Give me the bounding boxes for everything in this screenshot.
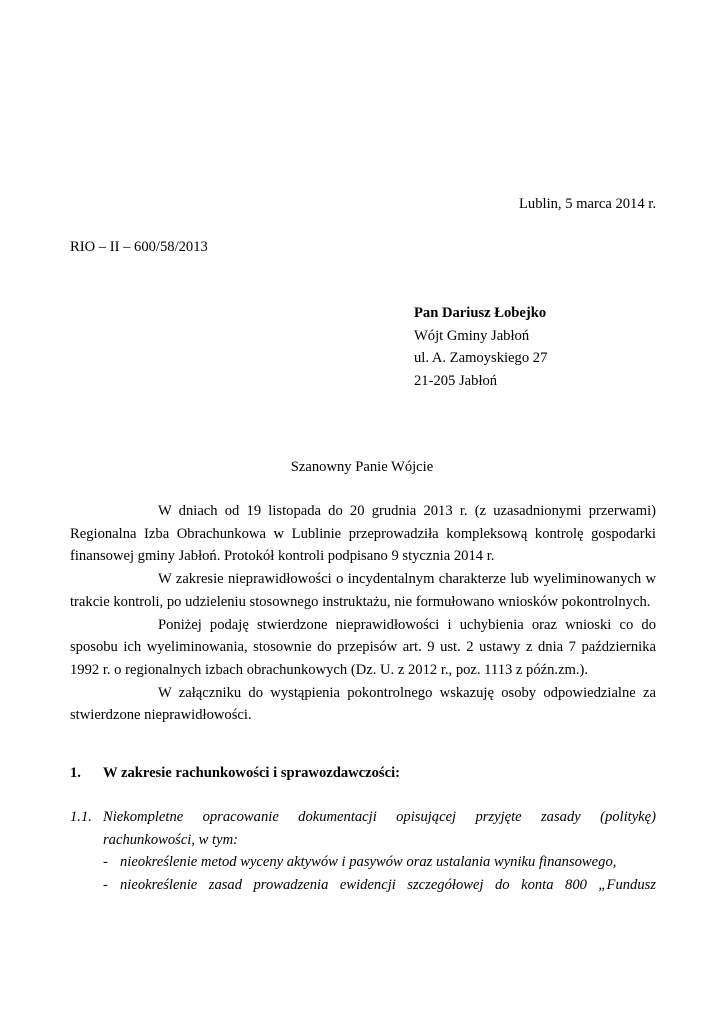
letter-body [70,500,656,727]
list-item-text: nieokreślenie metod wyceny aktywów i pasywów oraz ustalania wyniku finansowego, [120,854,617,871]
paragraph: W załączniku do wystąpienia pokontrolnego wskazuję osoby odpowiedzialne za stwierdzone nieprawidłowości. [70,684,656,724]
recipient-address [414,302,547,392]
letter-date: Lublin, 5 marca 2014 r. [519,196,656,212]
subsection-item [70,806,656,851]
list-item [70,874,656,897]
list-item [70,851,656,874]
paragraph: Poniżej podaję stwierdzone nieprawidłowości i uchybienia oraz wnioski co do sposobu ich wyeliminowania, stosownie do przepisów art. 9 ust. 2 ustawy z dnia 7 października 1992 r. o regionalnych izbach obrachunkowych (Dz. U. z 2012 r., poz. 1113 z późn.zm.). [70,616,656,678]
recipient-title: Wójt Gminy Jabłoń [414,327,530,344]
subsection-number: 1.1. [70,809,92,825]
paragraph: W dniach od 19 listopada do 20 grudnia 2013 r. (z uzasadnionymi przerwami) Regionalna Izba Obrachunkowa w Lublinie przeprowadziła kompleksową kontrolę gospodarki finansowej gminy Jabłoń. Protokół kontroli podpisano 9 stycznia 2014 r. [70,503,656,565]
section-heading [70,762,400,785]
paragraph: W zakresie nieprawidłowości o incydentalnym charakterze lub wyeliminowanych w trakcie kontroli, po udzieleniu stosownego instruktażu, nie formułowano wniosków pokontrolnych. [70,571,656,610]
bullet-marker: - [103,877,108,894]
recipient-city: 21-205 Jabłoń [414,372,498,389]
section-number: 1. [70,765,81,781]
bullet-marker: - [103,854,108,871]
recipient-street: ul. A. Zamoyskiego 27 [414,350,548,366]
recipient-name: Pan Dariusz Łobejko [414,305,547,321]
subsection [70,806,656,897]
greeting: Szanowny Panie Wójcie [290,459,434,475]
section-title: W zakresie rachunkowości i sprawozdawczości: [103,765,400,781]
list-item-text: nieokreślenie zasad prowadzenia ewidencji szczegółowej do konta 800 „Fundusz [120,877,656,894]
reference-number: RIO – II – 600/58/2013 [70,239,208,255]
subsection-text: Niekompletne opracowanie dokumentacji opisującej przyjęte zasady (politykę) rachunkowości, w tym: [103,809,656,848]
